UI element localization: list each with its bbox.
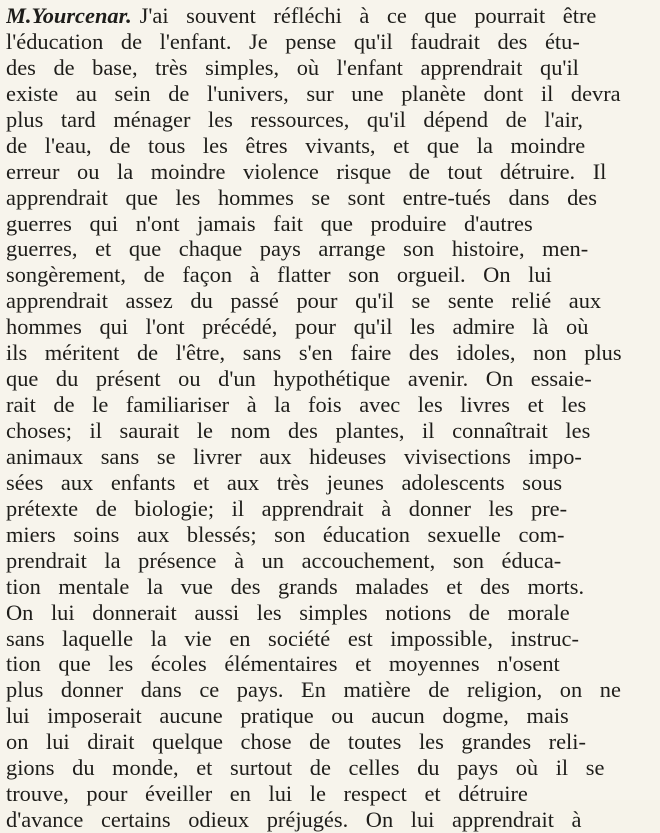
text-line: de l'eau, de tous les êtres vivants, et que la moindre	[6, 132, 586, 158]
text-line: l'éducation de l'enfant. Je pense qu'il faudrait des étu-	[6, 28, 580, 54]
text-line: rait de le familiariser à la fois avec les livres et les	[6, 392, 587, 418]
text-line: apprendrait assez du passé pour qu'il se sente relié aux	[6, 288, 602, 314]
text-line: prendrait la présence à un accouchement, son éduca-	[6, 547, 562, 573]
text-line: que du présent ou d'un hypothétique avenir. On essaie-	[6, 366, 592, 392]
text-line: erreur ou la moindre violence risque de tout détruire. Il	[6, 158, 607, 184]
text-line: hommes qui l'ont précédé, pour qu'il les admire là où	[6, 314, 589, 340]
text-line: trouve, pour éveiller en lui le respect et détruire	[6, 781, 528, 807]
text-line: choses; il saurait le nom des plantes, il connaîtrait les	[6, 418, 591, 443]
text-line: guerres qui n'ont jamais fait que produire d'autres	[6, 210, 533, 236]
text-line: tion mentale la vue des grands malades et des morts.	[6, 573, 585, 599]
text-line: miers soins aux blessés; son éducation sexuelle com-	[6, 521, 565, 547]
text-line: apprendrait que les hommes se sont entre-tués dans des	[6, 184, 597, 210]
text-line: des de base, très simples, où l'enfant apprendrait qu'il	[6, 54, 579, 80]
text-line: songèrement, de façon à flatter son orgueil. On lui	[6, 262, 552, 288]
text-line: gions du monde, et surtout de celles du pays où il se	[6, 755, 605, 781]
text-line: animaux sans se livrer aux hideuses vivisections impo-	[6, 443, 582, 469]
interview-text	[6, 3, 654, 833]
speaker-label: M.Yourcenar.	[6, 3, 132, 28]
text-line: plus donner dans ce pays. En matière de religion, on ne	[6, 677, 621, 703]
text-line: M.Yourcenar. J'ai souvent réfléchi à ce que pourrait être	[6, 3, 597, 28]
text-line: lui imposerait aucune pratique ou aucun dogme, mais	[6, 703, 569, 729]
text-line: ils méritent de l'être, sans s'en faire des idoles, non plus	[6, 340, 622, 366]
text-line: On lui donnerait aussi les simples notions de morale	[6, 599, 570, 625]
text-line: sées aux enfants et aux très jeunes adolescents sous	[6, 469, 563, 495]
text-line: tion que les écoles élémentaires et moyennes n'osent	[6, 651, 560, 677]
text-line: d'avance certains odieux préjugés. On lui apprendrait à	[6, 807, 582, 833]
text-line: plus tard ménager les ressources, qu'il dépend de l'air,	[6, 106, 583, 132]
text-line: existe au sein de l'univers, sur une planète dont il devra	[6, 80, 621, 106]
text-line: sans laquelle la vie en société est impossible, instruc-	[6, 625, 579, 651]
text-line: prétexte de biologie; il apprendrait à donner les pre-	[6, 495, 568, 521]
text-line: guerres, et que chaque pays arrange son histoire, men-	[6, 236, 589, 262]
text-line: on lui dirait quelque chose de toutes les grandes reli-	[6, 729, 586, 755]
